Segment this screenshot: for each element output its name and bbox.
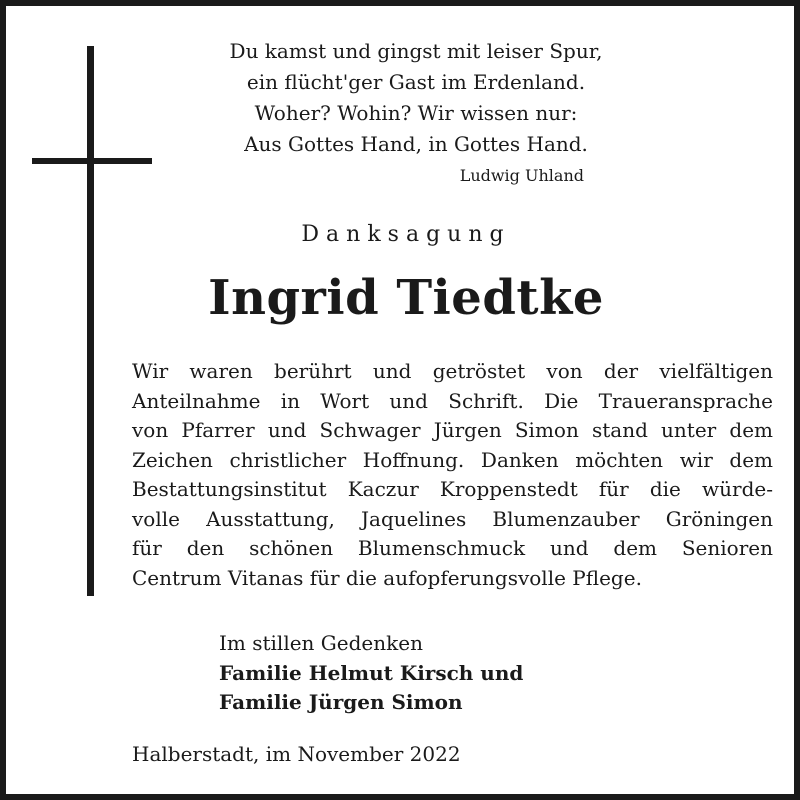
thanks-text [132,357,773,593]
place-date: Halberstadt, im November 2022 [132,742,461,766]
thanks-text-line: Zeichen christlicher Hoffnung. Danken möchten wir dem [132,447,773,472]
deceased-name: Ingrid Tiedtke [208,270,604,326]
heading-danksagung: Danksagung [301,222,511,247]
thanks-text-line: von Pfarrer und Schwager Jürgen Simon stand unter dem [132,418,773,442]
poem-line: Aus Gottes Hand, in Gottes Hand. [244,132,588,156]
cross-horizontal-bar [32,158,152,164]
poem-line: Woher? Wohin? Wir wissen nur: [254,101,578,125]
thanks-text-line: Anteilnahme in Wort und Schrift. Die Traueransprache [132,388,773,413]
signoff-family: Familie Helmut Kirsch und [219,660,524,685]
poem-line: ein flücht'ger Gast im Erdenland. [246,70,586,94]
poem-line: Du kamst und gingst mit leiser Spur, [229,39,603,63]
signoff-family: Familie Jürgen Simon [219,690,463,714]
thanks-text-line: volle Ausstattung, Jaquelines Blumenzauber Gröningen [132,506,773,531]
thanks-text-line: Centrum Vitanas für die aufopferungsvolle Pflege. [132,565,642,590]
signoff [219,629,523,718]
thanks-text-line: Bestattungsinstitut Kaczur Kroppenstedt für die würde- [132,477,773,501]
thanks-text-line: für den schönen Blumenschmuck und dem Senioren [132,536,773,560]
signoff-intro: Im stillen Gedenken [219,631,423,655]
poem [166,36,666,160]
poem-author: Ludwig Uhland [459,166,584,185]
thanks-text-line: Wir waren berührt und getröstet von der vielfältigen [132,359,773,383]
